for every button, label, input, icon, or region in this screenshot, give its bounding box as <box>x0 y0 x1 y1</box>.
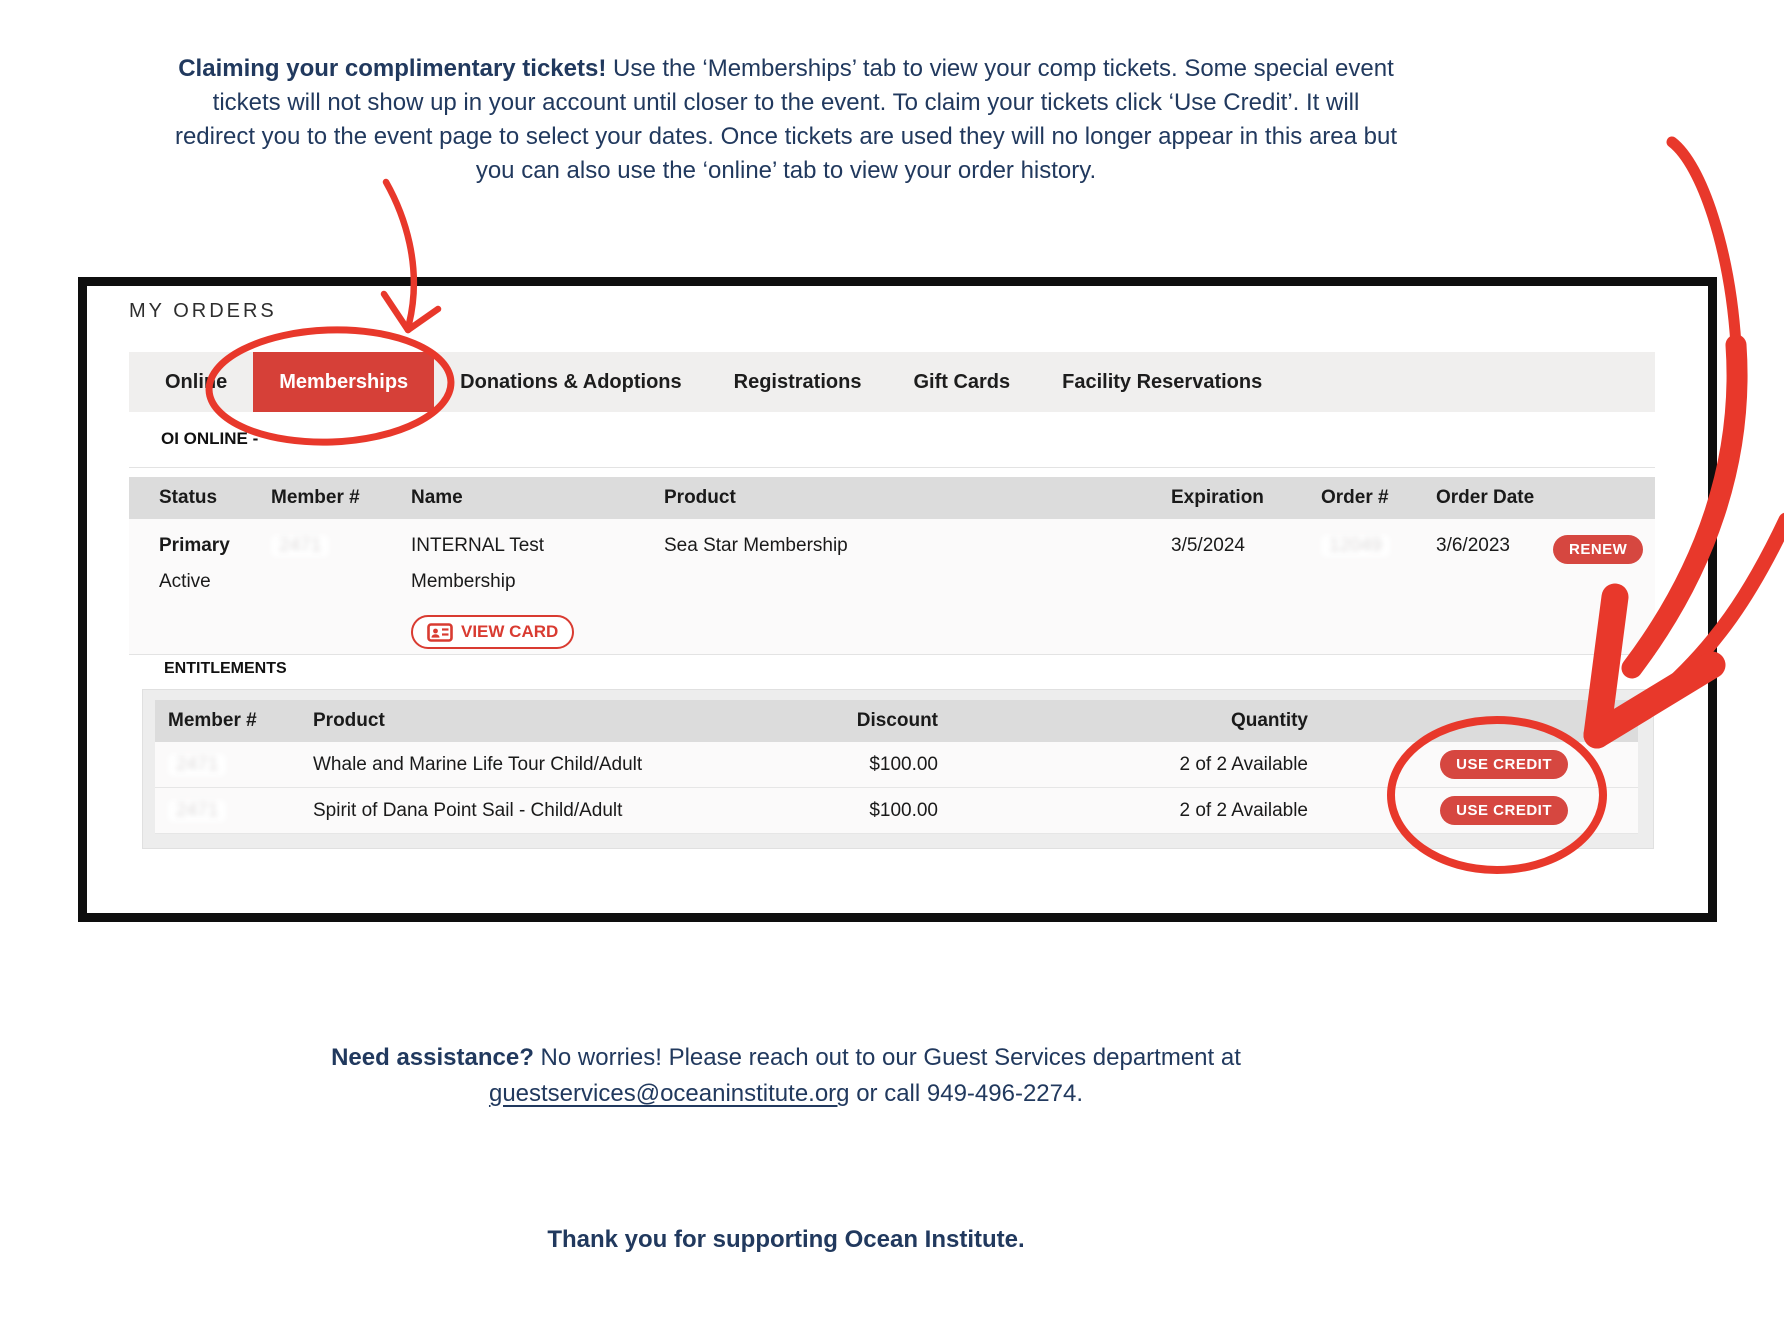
entitlement-product: Spirit of Dana Point Sail - Child/Adult <box>313 799 623 821</box>
entitlements-table <box>142 689 1654 849</box>
tab-facility-reservations[interactable]: Facility Reservations <box>1062 370 1263 393</box>
entitlement-discount: $100.00 <box>869 799 938 821</box>
col-order: Order # <box>1321 487 1389 508</box>
tab-registrations[interactable]: Registrations <box>733 370 862 393</box>
assistance-text <box>112 1040 1460 1112</box>
assistance-bold-lead: Need assistance? <box>331 1044 534 1071</box>
membership-table <box>129 477 1655 655</box>
thank-you-text: Thank you for supporting Ocean Institute. <box>547 1226 1025 1253</box>
entitlement-product: Whale and Marine Life Tour Child/Adult <box>313 753 643 775</box>
entitlement-row-dana-point-sail <box>155 788 1638 834</box>
orders-panel-frame <box>78 277 1717 922</box>
col-ent-product: Product <box>313 710 385 731</box>
entitlements-header <box>155 700 1638 742</box>
membership-expiration: 3/5/2024 <box>1171 535 1245 556</box>
intro-line-3: redirect you to the event page to select your dates. Once tickets are used they will no longer appear in this area but <box>174 123 1398 150</box>
membership-table-header <box>129 477 1655 519</box>
tab-online[interactable]: Online <box>165 370 228 393</box>
redacted-member-number: 2471 <box>168 754 226 776</box>
entitlement-actions <box>1308 750 1638 779</box>
membership-name: INTERNAL Test Membership VIEW CARD <box>411 535 664 649</box>
membership-row <box>129 519 1655 655</box>
col-status: Status <box>159 487 218 508</box>
membership-order-number <box>1299 535 1414 557</box>
entitlement-quantity: 2 of 2 Available <box>1179 753 1308 775</box>
col-order-date: Order Date <box>1436 487 1535 508</box>
membership-order-date: 3/6/2023 <box>1436 535 1510 556</box>
membership-actions <box>1539 535 1655 564</box>
entitlement-quantity: 2 of 2 Available <box>1179 799 1308 821</box>
tab-memberships[interactable]: Memberships <box>253 352 434 412</box>
use-credit-button[interactable]: USE CREDIT <box>1440 796 1568 825</box>
membership-member-number <box>271 535 411 557</box>
membership-product: Sea Star Membership <box>664 535 848 556</box>
col-product: Product <box>664 487 736 508</box>
entitlement-member-number <box>168 800 313 822</box>
tab-donations-adoptions[interactable]: Donations & Adoptions <box>460 370 682 393</box>
redacted-member-number: 2471 <box>168 800 226 822</box>
col-expiration: Expiration <box>1171 487 1264 508</box>
col-ent-member: Member # <box>168 710 257 731</box>
section-label: OI ONLINE - <box>161 429 259 448</box>
intro-line-1: Claiming your complimentary tickets! Use the ‘Memberships’ tab to view your comp tickets. Some special event <box>178 55 1394 82</box>
assistance-line-1: Need assistance? No worries! Please reach out to our Guest Services department at <box>331 1044 1241 1071</box>
col-member: Member # <box>271 487 360 508</box>
col-ent-discount: Discount <box>856 710 938 731</box>
id-card-icon <box>427 623 453 642</box>
col-name: Name <box>411 487 463 508</box>
use-credit-button[interactable]: USE CREDIT <box>1440 750 1568 779</box>
intro-line-2: tickets will not show up in your account until closer to the event. To claim your tickets click ‘Use Credit’. It will <box>212 89 1360 116</box>
section-divider <box>129 467 1655 468</box>
entitlement-row-whale-tour <box>155 742 1638 788</box>
entitlement-actions <box>1308 796 1638 825</box>
page-title: MY ORDERS <box>129 300 277 322</box>
intro-line-4: you can also use the ‘online’ tab to view your order history. <box>475 157 1097 184</box>
intro-bold-lead: Claiming your complimentary tickets! <box>178 55 607 82</box>
intro-text <box>112 52 1460 188</box>
col-ent-quantity: Quantity <box>1230 710 1308 731</box>
guest-services-email-link[interactable]: guestservices@oceaninstitute.org <box>488 1080 850 1107</box>
tab-gift-cards[interactable]: Gift Cards <box>913 370 1011 393</box>
membership-status: Primary Active <box>159 535 230 592</box>
entitlements-title: ENTITLEMENTS <box>164 660 287 677</box>
entitlement-member-number <box>168 754 313 776</box>
entitlement-discount: $100.00 <box>869 753 938 775</box>
view-card-button[interactable]: VIEW CARD <box>411 615 574 649</box>
redacted-order-number: 12049 <box>1321 535 1390 557</box>
assistance-line-2: guestservices@oceaninstitute.org or call 949-496-2274. <box>488 1080 1084 1107</box>
renew-button[interactable]: RENEW <box>1553 535 1643 564</box>
redacted-member-number: 2471 <box>271 535 329 557</box>
orders-tab-bar <box>129 352 1655 412</box>
